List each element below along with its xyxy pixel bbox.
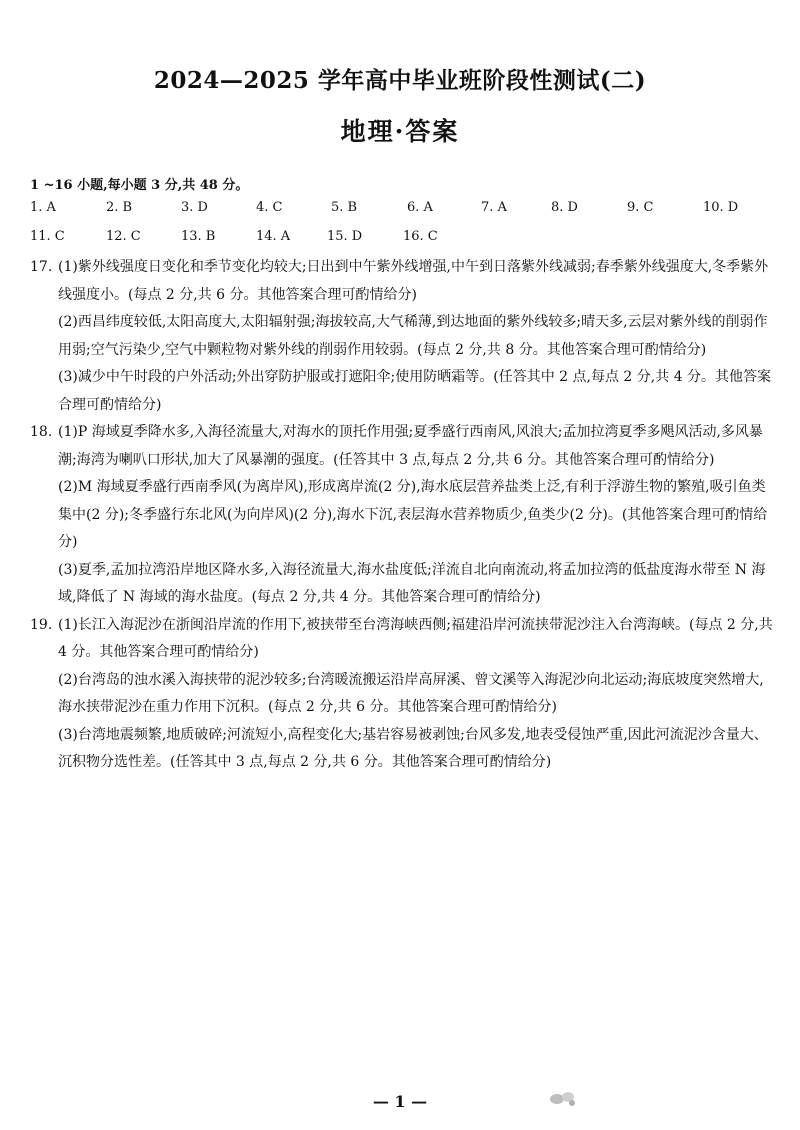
page-title: 2024—2025 学年高中毕业班阶段性测试(二): [153, 67, 647, 94]
multiple-choice-intro: 1 ~16 小题,每小题 3 分,共 48 分。: [30, 178, 249, 193]
answer-part: (3)减少中午时段的户外活动;外出穿防护服或打遮阳伞;使用防晒霜等。(任答其中 2 点,每点 2 分,共 4 分。其他答案合理可酌情给分): [58, 369, 772, 413]
answer-part: (1)紫外线强度日变化和季节变化均较大;日出到中午紫外线增强,中午到日落紫外线减弱;春季紫外线强度大,冬季紫外线强度小。(每点 2 分,共 6 分。其他答案合理可酌情给分): [58, 259, 769, 303]
question-number: 19.: [30, 616, 53, 633]
multiple-choice-answers: [30, 200, 790, 258]
question-17: [30, 254, 775, 419]
answer-item: 2. B: [106, 200, 133, 215]
question-18: [30, 419, 775, 612]
answer-item: 7. A: [481, 200, 507, 215]
answer-part: (3)台湾地震频繁,地质破碎;河流短小,高程变化大;基岩容易被剥蚀;台风多发,地表受侵蚀严重,因此河流泥沙含量大、沉积物分选性差。(任答其中 3 点,每点 2 分,共 6 分。其他答案合理可酌情给分): [58, 726, 768, 770]
answer-item: 13. B: [181, 229, 216, 244]
answer-item: 8. D: [551, 200, 578, 215]
answer-item: 6. A: [407, 200, 433, 215]
page-subtitle: 地理·答案: [340, 117, 460, 146]
question-number: 17.: [30, 259, 53, 275]
answer-part: (2)西昌纬度较低,太阳高度大,太阳辐射强;海拔较高,大气稀薄,到达地面的紫外线较多;晴天多,云层对紫外线的削弱作用弱;空气污染少,空气中颗粒物对紫外线的削弱作用较弱。(每点 2 分,共 8 分。其他答案合理可酌情给分): [58, 314, 768, 358]
answer-item: 9. C: [627, 200, 654, 215]
answer-part: (3)夏季,孟加拉湾沿岸地区降水多,入海径流量大,海水盐度低;洋流自北向南流动,将孟加拉湾的低盐度海水带至 N 海域,降低了 N 海域的海水盐度。(每点 2 分,共 4 分。其他答案合理可酌情给分): [58, 561, 766, 605]
answer-item: 3. D: [181, 200, 208, 215]
answer-item: 4. C: [256, 200, 283, 215]
answer-item: 10. D: [703, 200, 739, 215]
answer-item: 11. C: [30, 229, 65, 244]
answer-part: (1)长江入海泥沙在浙闽沿岸流的作用下,被挟带至台湾海峡西侧;福建沿岸河流挟带泥沙注入台湾海峡。(每点 2 分,共 4 分。其他答案合理可酌情给分): [58, 616, 773, 660]
answer-item: 14. A: [256, 229, 291, 244]
answer-item: 15. D: [327, 229, 363, 244]
answer-item: 5. B: [331, 200, 358, 215]
page-number: — 1 —: [372, 1092, 428, 1111]
open-questions: [30, 254, 775, 777]
answer-row-1: [30, 200, 790, 229]
answer-item: 1. A: [30, 200, 56, 215]
answer-item: 16. C: [403, 229, 438, 244]
answer-part: (2)台湾岛的浊水溪入海挟带的泥沙较多;台湾暖流搬运沿岸高屏溪、曾文溪等入海泥沙向北运动;海底坡度突然增大,海水挟带泥沙在重力作用下沉积。(每点 2 分,共 6 分。其他答案合理可酌情给分): [58, 671, 764, 715]
answer-part: (1)P 海域夏季降水多,入海径流量大,对海水的顶托作用强;夏季盛行西南风,风浪大;孟加拉湾夏季多飓风活动,多风暴潮;海湾为喇叭口形状,加大了风暴潮的强度。(任答其中 3 点,每点 2 分,共 6 分。其他答案合理可酌情给分): [58, 424, 763, 468]
watermark-logo-icon: [548, 1088, 578, 1108]
answer-part: (2)M 海域夏季盛行西南季风(为离岸风),形成离岸流(2 分),海水底层营养盐类上泛,有利于浮游生物的繁殖,吸引鱼类集中(2 分);冬季盛行东北风(为向岸风)(2 分),海水下沉,表层海水营养物质少,鱼类少(2 分)。(其他答案合理可酌情给分): [58, 479, 768, 550]
question-19: [30, 612, 775, 777]
answer-item: 12. C: [106, 229, 141, 244]
question-number: 18.: [30, 424, 53, 440]
